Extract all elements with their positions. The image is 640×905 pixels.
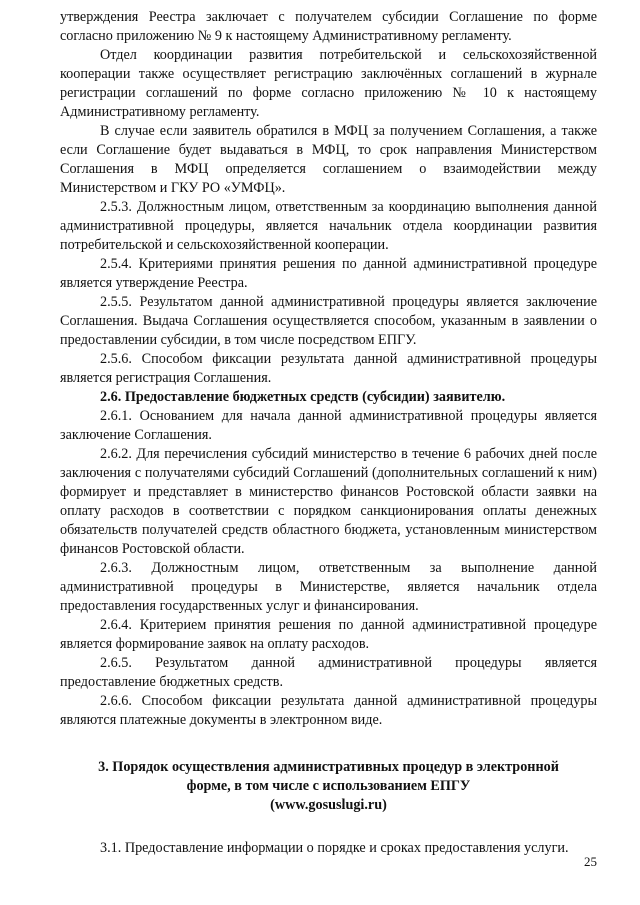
paragraph: 2.6.1. Основанием для начала данной административной процедуры является заключение Соглашения. <box>60 408 597 443</box>
paragraph: 2.6.6. Способом фиксации результата данной административной процедуры являются платежные документы в электронном виде. <box>60 693 597 728</box>
page-number: 25 <box>584 854 597 869</box>
paragraph: 2.5.6. Способом фиксации результата данной административной процедуры является регистрация Соглашения. <box>60 351 597 386</box>
paragraph: 2.5.3. Должностным лицом, ответственным за координацию выполнения данной административной процедуры, является начальник отдела координации развития потребительской и сельскохозяйственной кооперации. <box>60 199 597 253</box>
paragraph: утверждения Реестра заключает с получателем субсидии Соглашение по форме согласно приложению № 9 к настоящему Административному регламенту. <box>60 9 597 44</box>
paragraph: 2.6.2. Для перечисления субсидий министерство в течение 6 рабочих дней после заключения с получателями субсидий Соглашений (дополнительных соглашений к ним) формирует и представляет в министерство финансов Ростовской области заявки на оплату расходов в соответствии с порядком санкционирования оплаты денежных обязательств получателей средств областного бюджета, установленным министерством финансов Ростовской области. <box>60 446 597 557</box>
paragraph: 2.5.4. Критериями принятия решения по данной административной процедуре является утверждение Реестра. <box>60 256 597 291</box>
paragraph: 2.6.4. Критерием принятия решения по данной административной процедуре является формирование заявок на оплату расходов. <box>60 617 597 652</box>
document-page <box>60 8 597 858</box>
paragraph: 3.1. Предоставление информации о порядке и сроках предоставления услуги. <box>100 840 569 856</box>
subsection-heading: 2.6. Предоставление бюджетных средств (субсидии) заявителю. <box>100 389 506 405</box>
paragraph: 2.6.5. Результатом данной административной процедуры является предоставление бюджетных средств. <box>60 655 597 690</box>
paragraph: Отдел координации развития потребительской и сельскохозяйственной кооперации также осуществляет регистрацию заключённых соглашений в журнале регистрации соглашений по форме согласно приложению № 10 к настоящему Административному регламенту. <box>60 47 597 120</box>
paragraph: 2.5.5. Результатом данной административной процедуры является заключение Соглашения. Выдача Соглашения осуществляется способом, указанным в заявлении о предоставлении субсидии, в том числе посредством ЕПГУ. <box>60 294 597 348</box>
spacer <box>60 730 597 758</box>
paragraph: 2.6.3. Должностным лицом, ответственным за выполнение данной административной процедуры в Министерстве, является начальник отдела предоставления государственных услуг и финансирования. <box>60 560 597 614</box>
section-heading-line: 3. Порядок осуществления административных процедур в электронной <box>98 759 559 775</box>
section-heading-line: форме, в том числе с использованием ЕПГУ <box>186 778 471 794</box>
section-heading-line: (www.gosuslugi.ru) <box>270 797 387 813</box>
section-heading <box>60 758 597 815</box>
paragraph: В случае если заявитель обратился в МФЦ за получением Соглашения, а также если Соглашение будет выдаваться в МФЦ, то срок направления Министерством Соглашения в МФЦ определяется соглашением о взаимодействии между Министерством и ГКУ РО «УМФЦ». <box>60 123 597 196</box>
spacer <box>60 815 597 839</box>
